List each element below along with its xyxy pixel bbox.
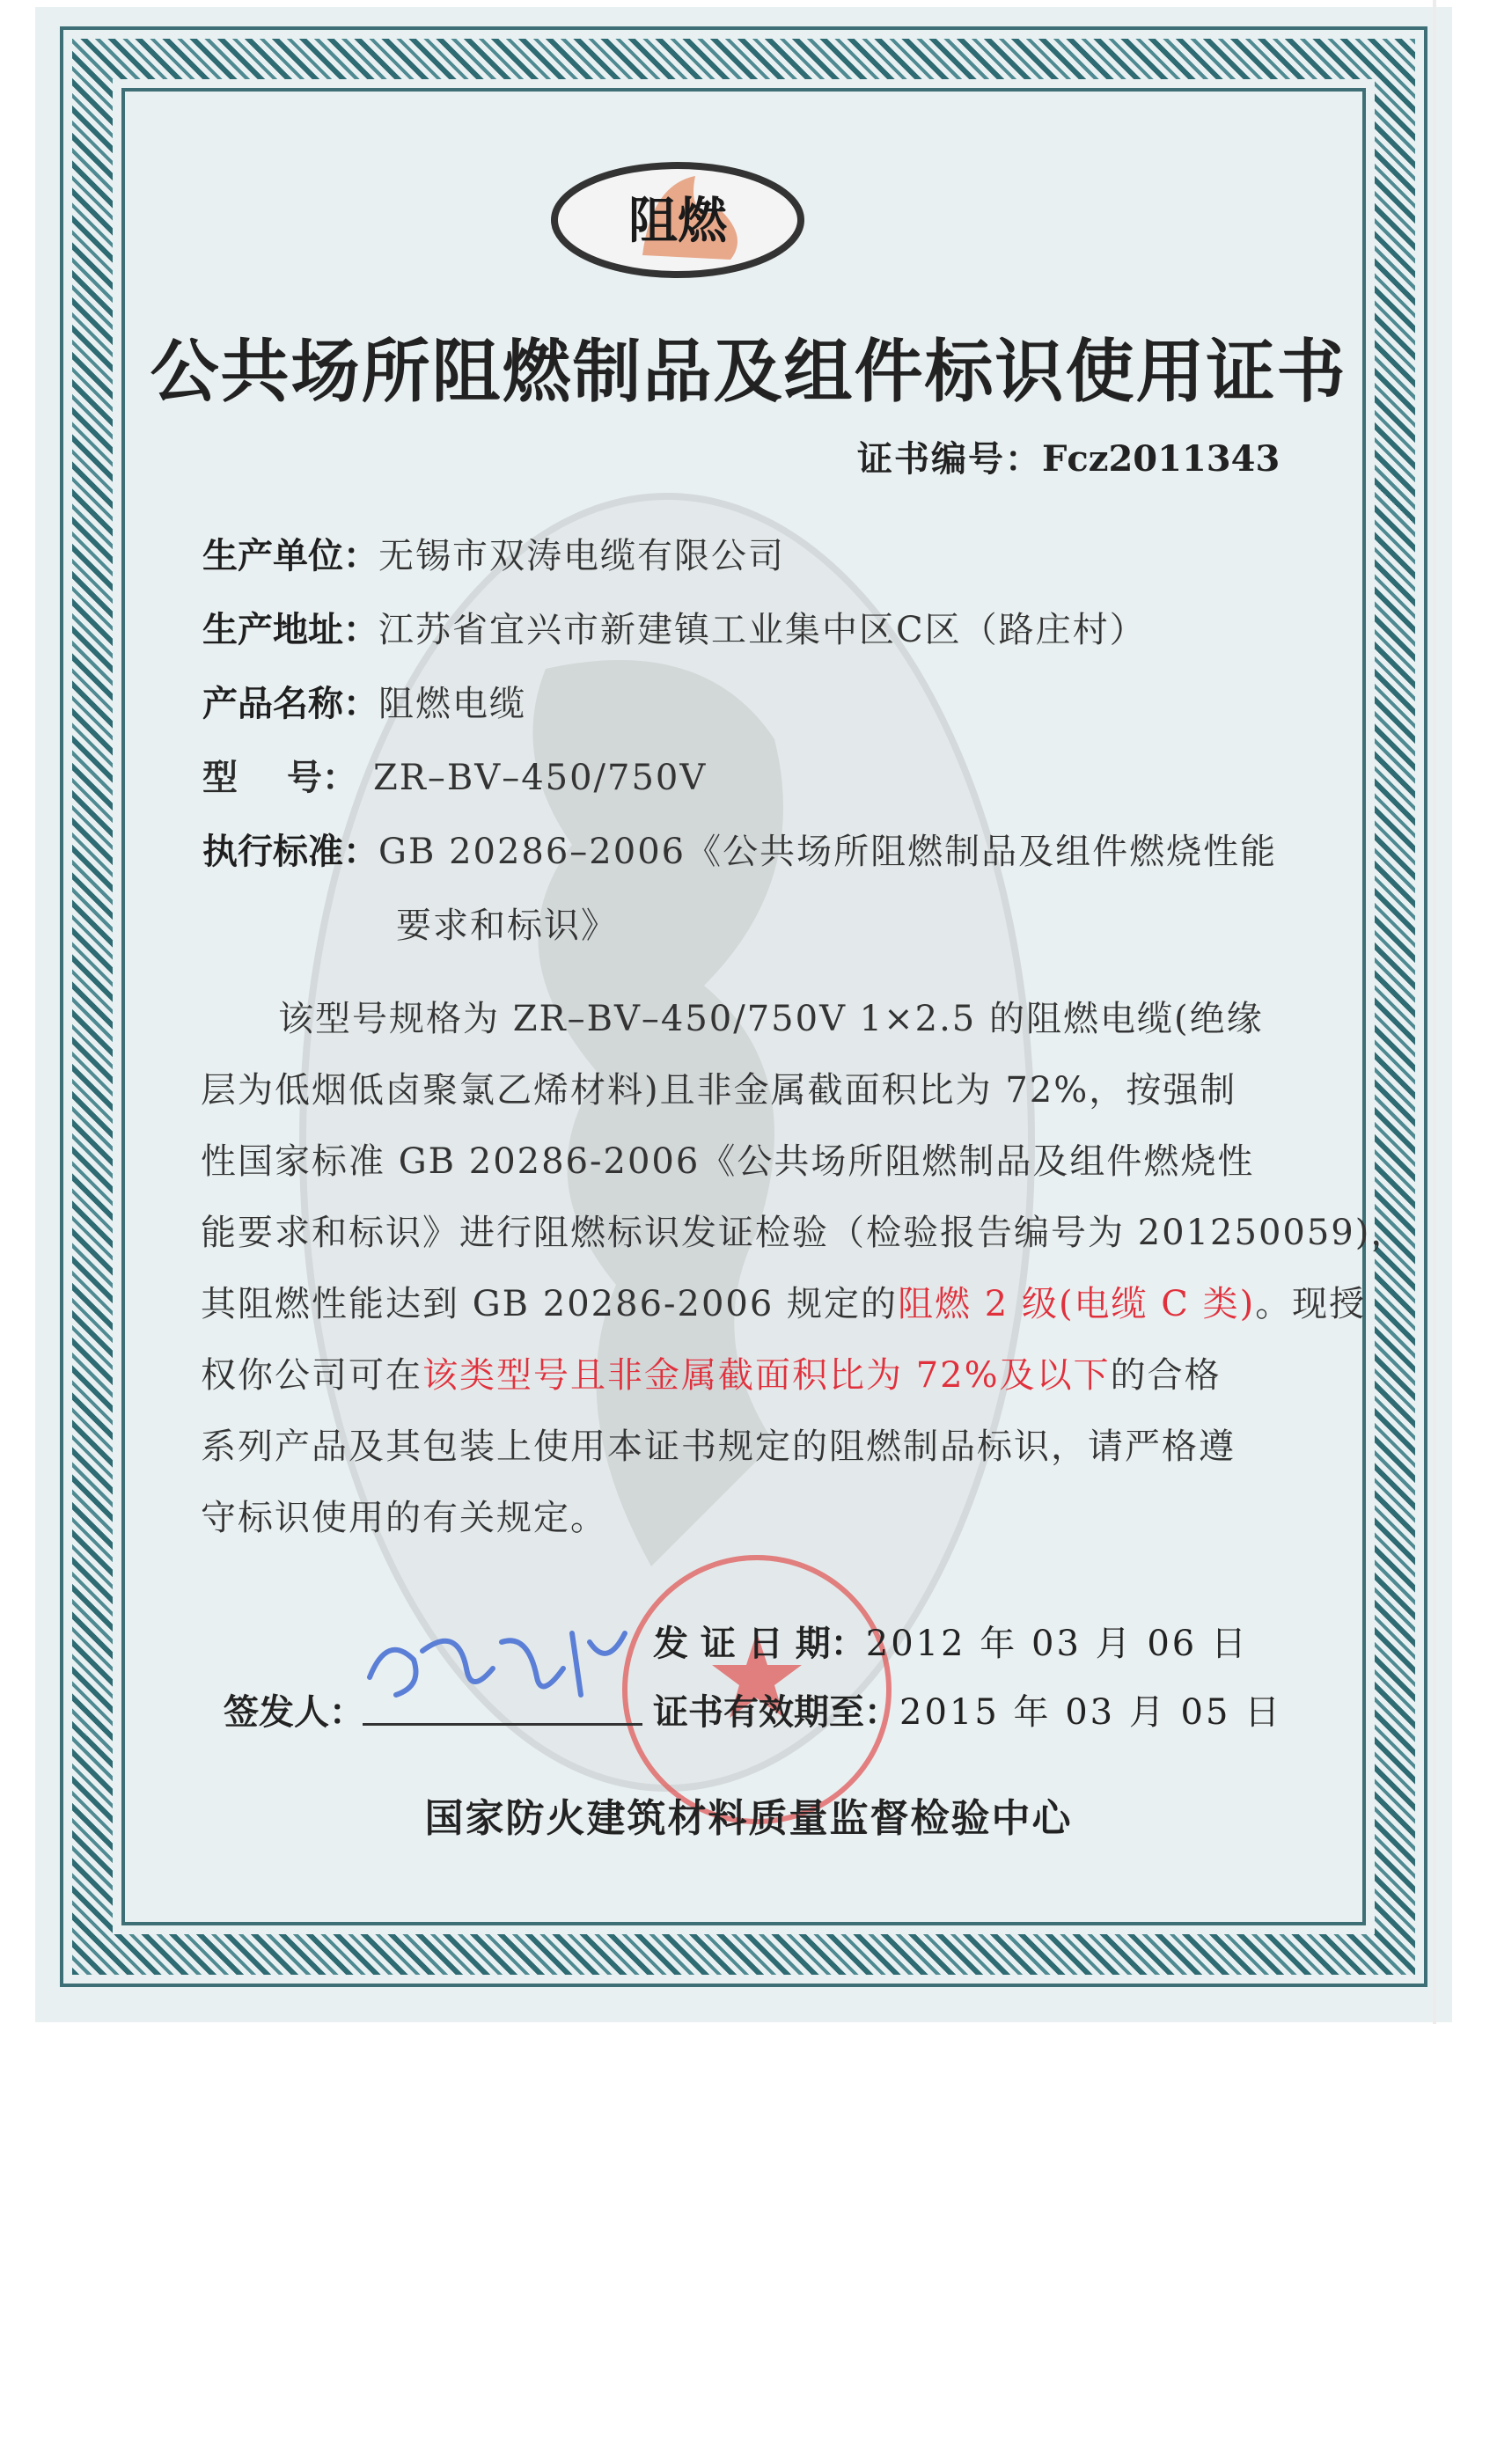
field-product-name xyxy=(202,676,526,726)
field-address xyxy=(202,602,1147,652)
field-model xyxy=(202,750,707,800)
field-value-continued: 要求和标识》 xyxy=(396,906,618,946)
certificate-number xyxy=(857,431,1280,481)
field-value: GB 20286–2006《公共场所阻燃制品及组件燃烧性能 xyxy=(378,832,1278,872)
certificate-number-value: Fcz2011343 xyxy=(1042,438,1281,480)
body-line: 能要求和标识》进行阻燃标识发证检验（检验报告编号为 201250059)， xyxy=(201,1213,1408,1253)
scope-highlight: 该类型号且非金属截面积比为 72%及以下 xyxy=(422,1355,1111,1396)
certificate-body xyxy=(201,984,1408,1554)
field-value: 阻燃电缆 xyxy=(378,684,526,724)
issue-date-label: 发 证 日 期： xyxy=(653,1623,866,1664)
flame-retardant-logo xyxy=(546,150,810,290)
field-standard-continued xyxy=(396,898,618,948)
grade-highlight: 阻燃 2 级(电缆 C 类) xyxy=(898,1284,1256,1324)
field-value: 江苏省宜兴市新建镇工业集中区C区（路庄村） xyxy=(378,610,1147,650)
body-line: 其阻燃性能达到 GB 20286-2006 规定的阻燃 2 级(电缆 C 类)。现授 xyxy=(201,1284,1367,1324)
body-line: 守标识使用的有关规定。 xyxy=(201,1498,607,1538)
issue-date-value: 2012 年 03 月 06 日 xyxy=(865,1624,1249,1664)
certificate-title: 公共场所阻燃制品及组件标识使用证书 xyxy=(150,332,1347,412)
field-value: 无锡市双涛电缆有限公司 xyxy=(378,536,785,576)
valid-until xyxy=(653,1684,1282,1734)
scan-edge xyxy=(1433,0,1436,2024)
issuer-label: 签发人： xyxy=(224,1691,364,1733)
valid-until-value: 2015 年 03 月 05 日 xyxy=(899,1692,1283,1733)
body-line: 权你公司可在该类型号且非金属截面积比为 72%及以下的合格 xyxy=(201,1355,1222,1396)
field-value: ZR–BV–450/750V xyxy=(373,758,708,798)
handwritten-signature-icon xyxy=(361,1616,634,1712)
signature-line xyxy=(363,1723,642,1726)
field-label: 生产单位： xyxy=(202,535,378,576)
body-line: 该型号规格为 ZR–BV–450/750V 1×2.5 的阻燃电缆(绝缘 xyxy=(278,999,1264,1039)
field-label: 型 号： xyxy=(202,757,357,798)
field-label: 产品名称： xyxy=(202,683,378,724)
field-producer xyxy=(202,528,785,578)
field-label: 生产地址： xyxy=(202,609,378,650)
logo-text: 阻燃 xyxy=(628,193,727,250)
field-standard xyxy=(202,824,1277,874)
certificate-number-label: 证书编号： xyxy=(857,438,1042,480)
body-line: 层为低烟低卤聚氯乙烯材料)且非金属截面积比为 72%，按强制 xyxy=(201,1070,1237,1111)
body-line: 性国家标准 GB 20286-2006《公共场所阻燃制品及组件燃烧性 xyxy=(201,1141,1255,1182)
issue-date xyxy=(653,1616,1249,1666)
body-line: 系列产品及其包装上使用本证书规定的阻燃制品标识，请严格遵 xyxy=(201,1426,1236,1467)
issuing-organization: 国家防火建筑材料质量监督检验中心 xyxy=(424,1796,1073,1841)
field-label: 执行标准： xyxy=(202,831,378,872)
valid-until-label: 证书有效期至： xyxy=(653,1691,899,1733)
